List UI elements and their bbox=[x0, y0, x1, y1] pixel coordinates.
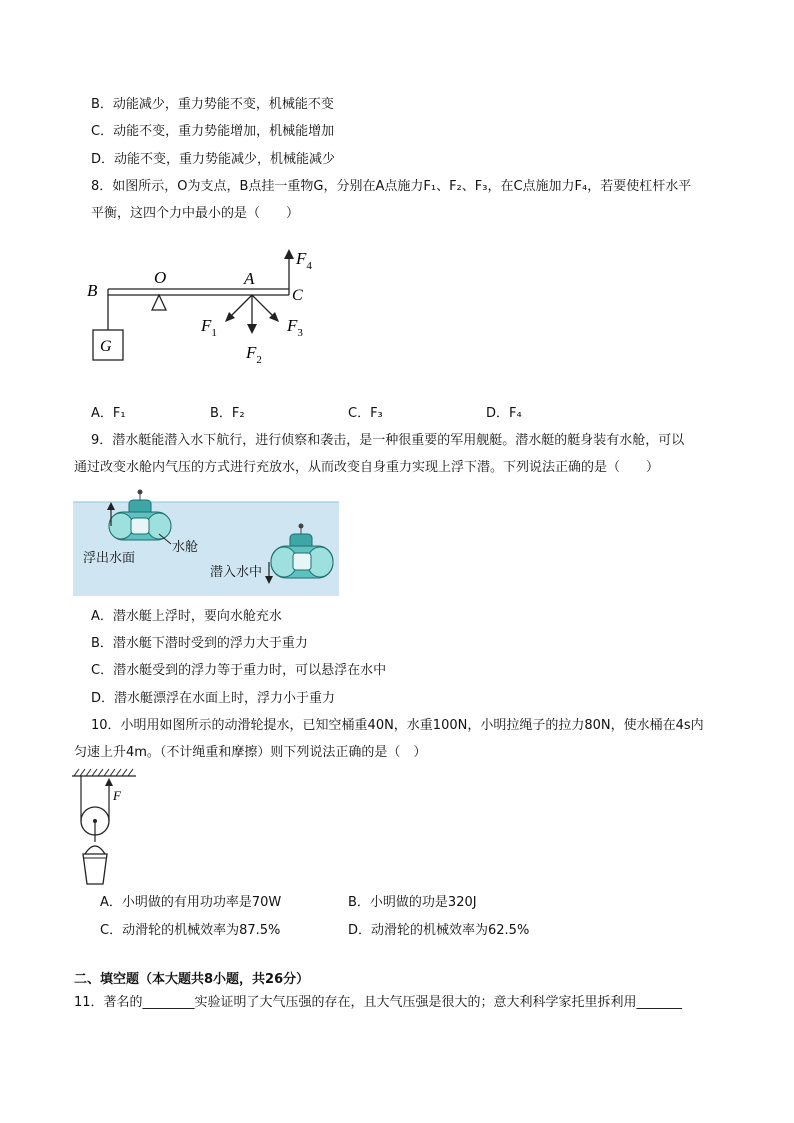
point-a-label: A bbox=[244, 269, 255, 288]
pull-arrow-icon bbox=[105, 778, 113, 786]
q11-stem-line1: 11．著名的________实验证明了大气压强的存在，且大气压强是很大的；意大利科学家托里拆利用_______ bbox=[74, 995, 683, 1010]
f2-arrowhead bbox=[247, 324, 257, 334]
point-b-label: B bbox=[87, 281, 98, 300]
section-heading-fill-in: 二、填空题（本大题共8小题，共26分） bbox=[74, 972, 310, 987]
q10-option-b: B．小明做的功是320J bbox=[348, 895, 477, 910]
point-c-label: C bbox=[292, 287, 303, 304]
q8-option-b: B．F₂ bbox=[210, 406, 245, 421]
q8-option-c: C．F₃ bbox=[348, 406, 383, 421]
lever-figure bbox=[84, 242, 324, 372]
submarine-figure bbox=[73, 488, 339, 596]
q9-option-c: C．潜水艇受到的浮力等于重力时，可以悬浮在水中 bbox=[91, 663, 387, 678]
label-surfacing: 浮出水面 bbox=[83, 551, 136, 566]
weight-label: G bbox=[100, 338, 112, 355]
pulley-figure bbox=[68, 768, 148, 890]
label-tank: 水舱 bbox=[172, 540, 199, 555]
q9-stem-line1: 9．潜水艇能潜入水下航行，进行侦察和袭击，是一种很重要的军用舰艇。潜水艇的艇身装有水舱，可以 bbox=[91, 433, 685, 448]
q10-option-d: D．动滑轮的机械效率为62.5% bbox=[348, 923, 530, 938]
q7-option-c: C．动能不变，重力势能增加，机械能增加 bbox=[91, 124, 335, 139]
q10-stem-line1: 10．小明用如图所示的动滑轮提水，已知空桶重40N，水重100N，小明拉绳子的拉力80N，使水桶在4s内 bbox=[91, 718, 704, 733]
q8-option-a: A．F₁ bbox=[91, 406, 126, 421]
q8-stem-line2: 平衡，这四个力中最小的是（ ） bbox=[91, 206, 300, 221]
q9-option-a: A．潜水艇上浮时，要向水舱充水 bbox=[91, 609, 282, 624]
force-label: F bbox=[113, 788, 121, 803]
q8-option-d: D．F₄ bbox=[486, 406, 522, 421]
f4-label: $F_4$ bbox=[296, 249, 312, 272]
point-o-label: O bbox=[154, 268, 167, 287]
q9-option-d: D．潜水艇漂浮在水面上时，浮力小于重力 bbox=[91, 691, 336, 706]
f2-label: $F_2$ bbox=[246, 343, 262, 366]
q10-stem-line2: 匀速上升4m。（不计绳重和摩擦）则下列说法正确的是（ ） bbox=[74, 745, 427, 760]
q10-option-c: C．动滑轮的机械效率为87.5% bbox=[100, 923, 281, 938]
f1-label: $F_1$ bbox=[201, 316, 217, 339]
q7-option-b: B．动能减少，重力势能不变，机械能不变 bbox=[91, 97, 334, 112]
f4-arrowhead bbox=[284, 249, 294, 259]
fulcrum-triangle bbox=[152, 295, 166, 310]
q10-option-a: A．小明做的有用功功率是70W bbox=[100, 895, 282, 910]
label-diving: 潜入水中 bbox=[210, 565, 263, 580]
q7-option-d: D．动能不变，重力势能减少，机械能减少 bbox=[91, 152, 336, 167]
q8-stem-line1: 8．如图所示，O为支点，B点挂一重物G，分别在A点施力F₁、F₂、F₃，在C点施加力F₄，若要使杠杆水平 bbox=[91, 179, 692, 194]
f3-label: $F_3$ bbox=[287, 316, 303, 339]
q9-stem-line2: 通过改变水舱内气压的方式进行充放水，从而改变自身重力实现上浮下潜。下列说法正确的是（ ） bbox=[74, 460, 660, 475]
q9-option-b: B．潜水艇下潜时受到的浮力大于重力 bbox=[91, 636, 308, 651]
